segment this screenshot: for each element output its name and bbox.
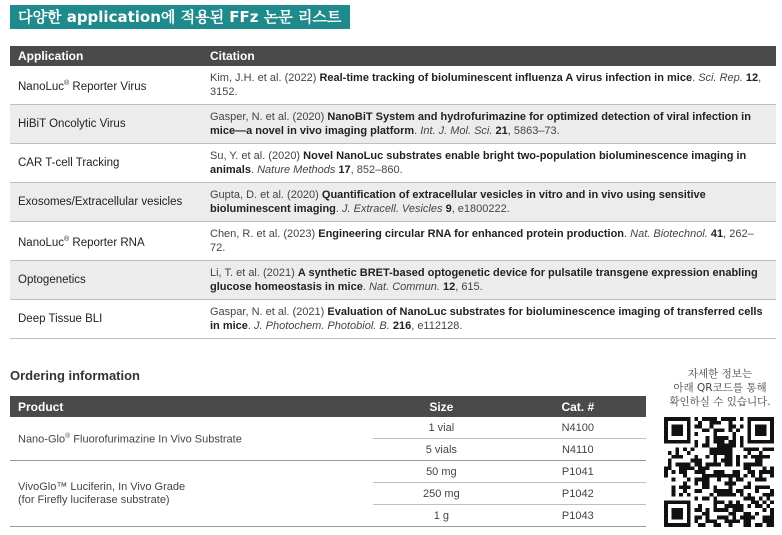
qr-note-line1: 자세한 정보는 (687, 368, 753, 380)
citation-volume: 12 (442, 281, 456, 293)
citation-pages: , 262–72. (210, 228, 754, 254)
citation-volume: 41 (710, 228, 724, 240)
citation-title: Quantification of extracellular vesicles in vitro and in vivo using sensitive bioluminescent imaging (210, 189, 706, 215)
header-citation: Citation (202, 46, 776, 66)
header-size: Size (373, 396, 509, 417)
citation-authors: Su, Y. et al. (2020) (210, 150, 304, 162)
citation-volume: 216 (392, 320, 412, 332)
citation-pages: , 5863–73. (507, 125, 560, 137)
citation-volume: 9 (445, 203, 452, 215)
application-name: Exosomes/Extracellular vesicles (18, 196, 183, 208)
product-size: 1 vial (373, 417, 509, 439)
ordering-title: Ordering information (10, 368, 140, 383)
qr-note-line2: 아래 QR코드를 통해 (673, 382, 767, 394)
citation-cell: Li, T. et al. (2021) A synthetic BRET-based optogenetic device for pulsatile transgene expression enabling glucose homeostasis in mice. Nat. Commun. 12, 615. (202, 261, 776, 300)
citation-volume: 17 (338, 164, 351, 176)
product-cat-number: N4100 (510, 417, 646, 439)
citation-cell: Chen, R. et al. (2023) Engineering circular RNA for enhanced protein production. Nat. Biotechnol. 41, 262–72. (202, 222, 776, 261)
citation-cell: Kim, J.H. et al. (2022) Real-time tracking of bioluminescent influenza A virus infection in mice. Sci. Rep. 12, 3152. (202, 66, 776, 105)
citation-journal: Sci. Rep. (698, 72, 743, 84)
header-application: Application (10, 46, 202, 66)
application-suffix: Reporter RNA (69, 236, 145, 249)
registered-mark: ® (65, 433, 71, 441)
product-cat-number: P1042 (510, 483, 646, 505)
banner-title: 다양한 application에 적용된 FFz 논문 리스트 (10, 5, 350, 29)
application-row (10, 66, 776, 105)
application-cell (10, 66, 202, 105)
citation-title: NanoBiT System and hydrofurimazine for optimized detection of viral infection in mice—a novel in vivo imaging platform (210, 111, 751, 137)
citation-authors: Chen, R. et al. (2023) (210, 228, 319, 240)
application-name: NanoLuc (18, 236, 65, 249)
application-cell (10, 105, 202, 144)
application-cell (10, 261, 202, 300)
citation-authors: Kim, J.H. et al. (2022) (210, 72, 320, 84)
header-product: Product (10, 396, 373, 417)
application-cell (10, 300, 202, 339)
product-name: VivoGlo™ Luciferin, In Vivo Grade (18, 480, 186, 493)
application-row (10, 222, 776, 261)
ordering-header-row (10, 396, 646, 417)
application-suffix: Reporter Virus (69, 80, 147, 93)
product-name-suffix: Fluorofurimazine In Vivo Substrate (70, 433, 242, 446)
citation-volume: 12 (745, 72, 759, 84)
application-row (10, 183, 776, 222)
product-cat-number: P1043 (510, 505, 646, 527)
citation-title: A synthetic BRET-based optogenetic device for pulsatile transgene expression enabling glucose homeostasis in mice (210, 267, 758, 293)
citation-pages: , 852–860. (350, 164, 403, 176)
application-row (10, 300, 776, 339)
application-row (10, 261, 776, 300)
citation-title: Real-time tracking of bioluminescent influenza A virus infection in mice (319, 72, 693, 84)
application-name: CAR T-cell Tracking (18, 157, 120, 169)
qr-note (664, 367, 776, 409)
applications-table (10, 46, 776, 339)
application-row (10, 144, 776, 183)
product-size: 5 vials (373, 439, 509, 461)
product-size: 1 g (373, 505, 509, 527)
product-name: Nano-Glo (18, 433, 66, 446)
applications-header-row (10, 46, 776, 66)
citation-journal: Int. J. Mol. Sci. (420, 125, 493, 137)
qr-code-icon[interactable] (664, 417, 774, 527)
ordering-table (10, 396, 646, 527)
citation-journal: Nature Methods (257, 164, 336, 176)
citation-journal: J. Extracell. Vesicles (342, 203, 443, 215)
citation-journal: Nat. Commun. (368, 281, 440, 293)
application-cell (10, 222, 202, 261)
application-row (10, 105, 776, 144)
application-cell (10, 183, 202, 222)
application-name: Optogenetics (18, 274, 86, 286)
order-row (10, 417, 646, 439)
application-name: HiBiT Oncolytic Virus (18, 118, 126, 130)
order-row (10, 461, 646, 483)
product-name-cell (10, 461, 373, 527)
citation-title: Novel NanoLuc substrates enable bright two-population bioluminescence imaging in animals (210, 150, 747, 176)
product-name-cell (10, 417, 373, 461)
citation-pages: , e1800222. (451, 203, 510, 215)
registered-mark: ® (64, 235, 70, 243)
citation-pages: , 615. (455, 281, 483, 293)
registered-mark: ® (64, 79, 70, 87)
citation-pages: , e112128. (411, 320, 463, 332)
citation-title: Engineering circular RNA for enhanced protein production (318, 228, 625, 240)
citation-pages: , 3152. (210, 72, 762, 98)
citation-volume: 21 (495, 125, 508, 137)
header-cat: Cat. # (510, 396, 646, 417)
citation-cell: Gaspar, N. et al. (2021) Evaluation of NanoLuc substrates for bioluminescence imaging of transferred cells in mice. J. Photochem. Photobiol. B. 216, e112128. (202, 300, 776, 339)
citation-cell: Gasper, N. et al. (2020) NanoBiT System and hydrofurimazine for optimized detection of viral infection in mice—a novel in vivo imaging platform. Int. J. Mol. Sci. 21, 5863–73. (202, 105, 776, 144)
citation-authors: Gupta, D. et al. (2020) (210, 189, 322, 201)
citation-cell: Gupta, D. et al. (2020) Quantification of extracellular vesicles in vitro and in vivo using sensitive bioluminescent imaging. J. Extracell. Vesicles 9, e1800222. (202, 183, 776, 222)
qr-note-line3: 확인하실 수 있습니다. (669, 396, 771, 408)
product-size: 250 mg (373, 483, 509, 505)
application-name: Deep Tissue BLI (18, 313, 103, 325)
product-size: 50 mg (373, 461, 509, 483)
citation-title: Evaluation of NanoLuc substrates for bioluminescence imaging of transferred cells in mice (210, 306, 763, 332)
citation-authors: Gasper, N. et al. (2020) (210, 111, 328, 123)
citation-journal: Nat. Biotechnol. (630, 228, 708, 240)
citation-cell: Su, Y. et al. (2020) Novel NanoLuc substrates enable bright two-population bioluminescence imaging in animals. Nature Methods 17, 852–860. (202, 144, 776, 183)
product-note: (for Firefly luciferase substrate) (18, 493, 170, 506)
product-cat-number: P1041 (510, 461, 646, 483)
application-cell (10, 144, 202, 183)
application-name: NanoLuc (18, 80, 65, 93)
citation-authors: Gaspar, N. et al. (2021) (210, 306, 328, 318)
citation-authors: Li, T. et al. (2021) (210, 267, 298, 279)
product-cat-number: N4110 (510, 439, 646, 461)
citation-journal: J. Photochem. Photobiol. B. (254, 320, 390, 332)
